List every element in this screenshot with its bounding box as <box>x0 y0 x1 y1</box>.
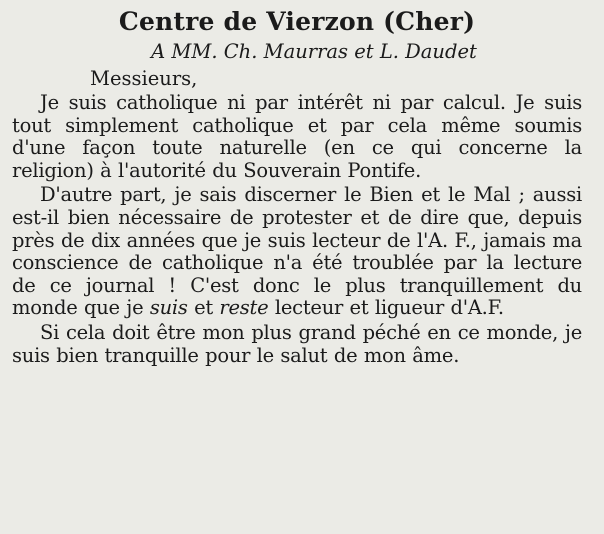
paragraph-3: Si cela doit être mon plus grand péché en ce monde, je suis bien tranquille pour le salut de mon âme. <box>12 320 582 367</box>
article-salutation: Messieurs, <box>90 67 198 90</box>
paragraph-2 <box>12 184 582 320</box>
paragraph-2-emphasis-suis: suis <box>149 296 188 320</box>
paragraph-1: Je suis catholique ni par intérêt ni par calcul. Je suis tout simplement catholique et par cela même soumis d'une façon toute naturelle (en ce qui concerne la religion) à l'autorité du Souverain Pontife. <box>12 91 582 182</box>
paragraph-2-text-3: lecteur et ligueur d'A.F. <box>268 296 504 320</box>
article-dedication: A MM. Ch. Maurras et L. Daudet <box>151 40 477 63</box>
paragraph-2-text-1: D'autre part, je sais discerner le Bien et le Mal ; aussi est-il bien nécessaire de protester et de dire que, depuis près de dix années que je suis lecteur de l'A. F., jamais ma conscience de catholique n'a été troublée par la lecture de ce journal ! C'est donc le plus tranquillement du monde que je <box>12 183 582 320</box>
article-title: Centre de Vierzon (Cher) <box>118 7 476 36</box>
paragraph-2-text-2: et <box>187 296 220 320</box>
paragraph-2-emphasis-reste: reste <box>219 296 269 320</box>
